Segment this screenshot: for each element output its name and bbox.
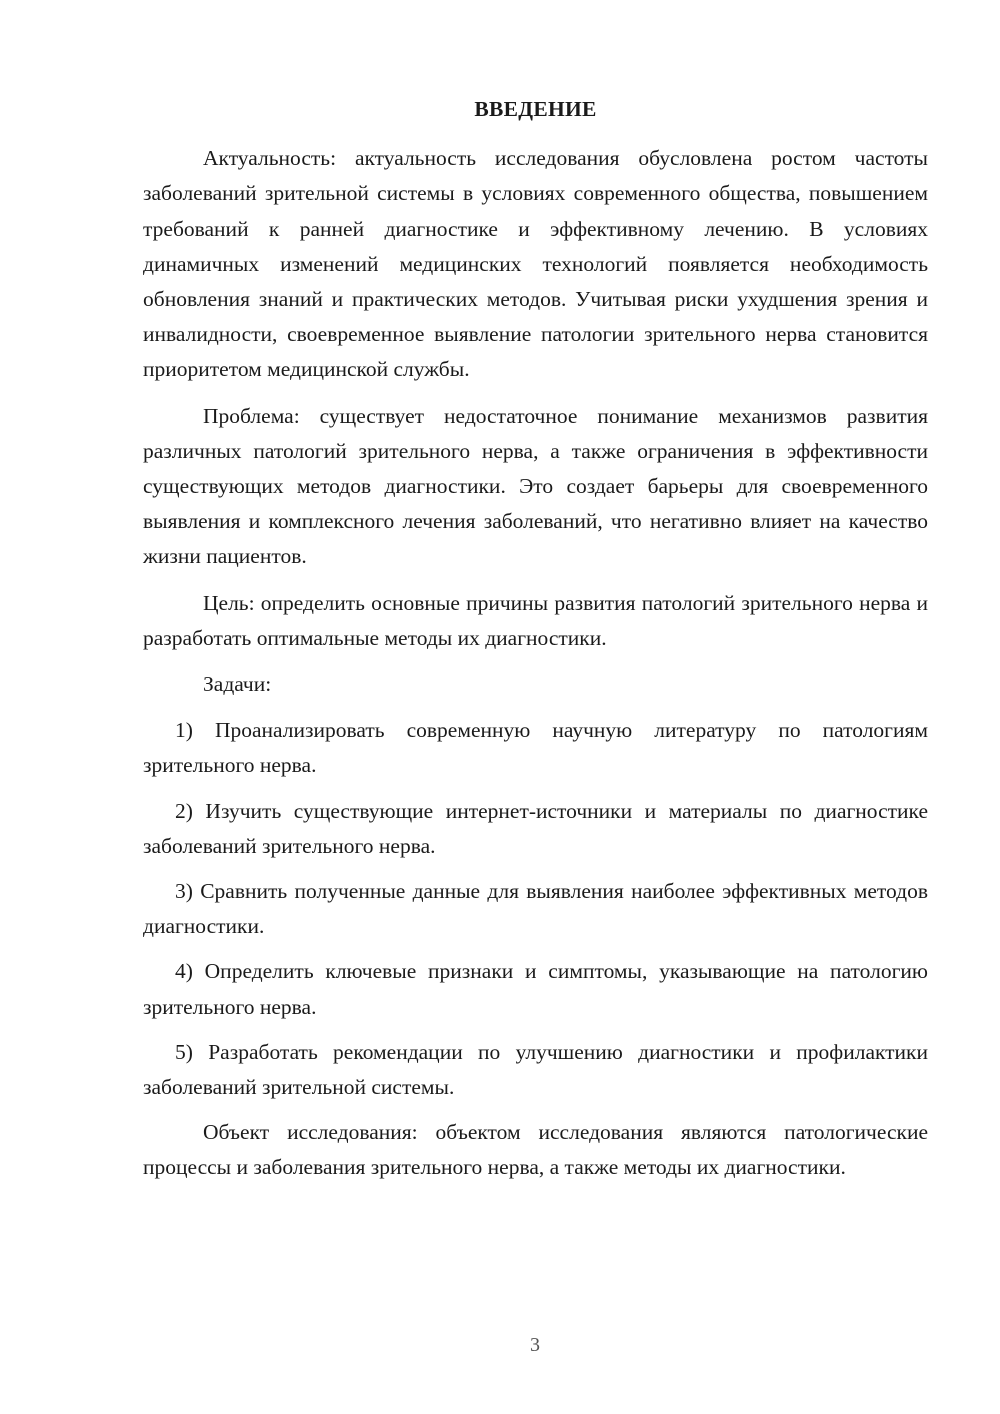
task-item-4: 4) Определить ключевые признаки и симптомы, указывающие на патологию зрительного нерва. — [143, 959, 928, 1019]
paragraph-problem: Проблема: существует недостаточное понимание механизмов развития различных патологий зрительного нерва, а также ограничения в эффективности существующих методов диагностики. Это создает барьеры для своевременного выявления и комплексного лечения заболеваний, что негативно влияет на качество жизни пациентов. — [143, 403, 928, 569]
paragraph-goal: Цель: определить основные причины развития патологий зрительного нерва и разработать оптимальные методы их диагностики. — [143, 590, 928, 650]
task-list — [143, 713, 928, 1105]
section-heading: ВВЕДЕНИЕ — [474, 97, 597, 121]
task-item-1: 1) Проанализировать современную научную литературу по патологиям зрительного нерва. — [143, 718, 928, 778]
task-item-3: 3) Сравнить полученные данные для выявления наиболее эффективных методов диагностики. — [143, 879, 928, 939]
page-number: 3 — [530, 1334, 540, 1356]
paragraph-relevance: Актуальность: актуальность исследования обусловлена ростом частоты заболеваний зрительной системы в условиях современного общества, повышением требований к ранней диагностике и эффективному лечению. В условиях динамичных изменений медицинских технологий появляется необходимость обновления знаний и практических методов. Учитывая риски ухудшения зрения и инвалидности, своевременное выявление патологии зрительного нерва становится приоритетом медицинской службы. — [143, 146, 928, 382]
task-item-2: 2) Изучить существующие интернет-источники и материалы по диагностике заболеваний зрительного нерва. — [143, 798, 928, 858]
tasks-label: Задачи: — [203, 672, 272, 697]
document-page — [143, 92, 928, 1197]
paragraph-object: Объект исследования: объектом исследования являются патологические процессы и заболевания зрительного нерва, а также методы их диагностики. — [143, 1120, 928, 1180]
task-item-5: 5) Разработать рекомендации по улучшению диагностики и профилактики заболеваний зрительной системы. — [143, 1039, 928, 1100]
